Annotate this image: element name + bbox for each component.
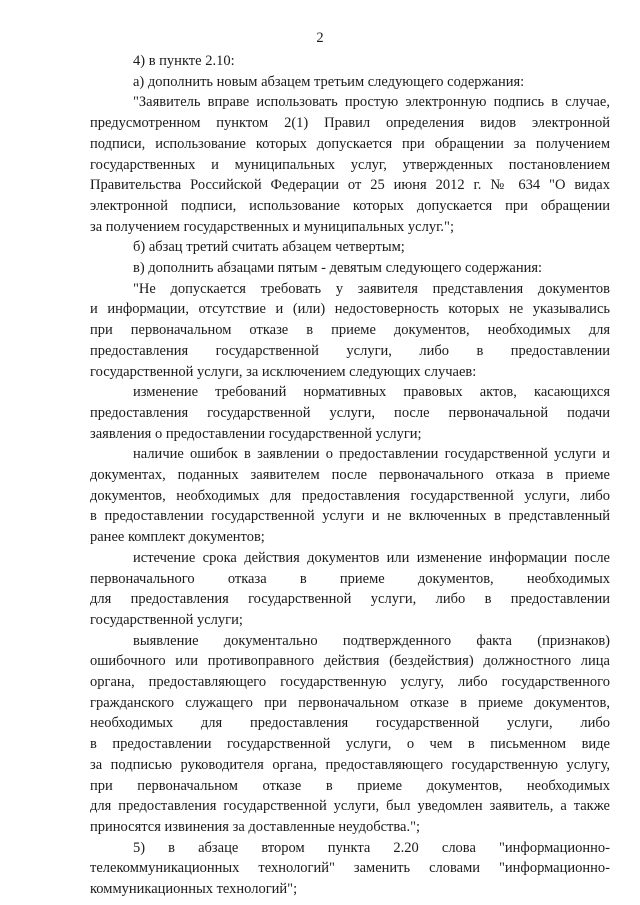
text-line: и информации, отсутствие и (или) недостоверность которых не указывались — [90, 301, 610, 317]
text-line: коммуникационных технологий"; — [90, 881, 298, 897]
text-line: "Заявитель вправе использовать простую электронную подпись в случае, — [133, 94, 610, 110]
text-line: предоставления государственной услуги, после первоначальной подачи — [90, 405, 610, 421]
text-line: 4) в пункте 2.10: — [133, 53, 235, 69]
text-line: выявление документально подтвержденного факта (признаков) — [133, 633, 610, 649]
text-line: необходимых для предоставления государственной услуги, либо — [90, 715, 610, 731]
text-line: предоставления государственной услуги, либо в предоставлении — [90, 343, 610, 359]
text-line: государственных и муниципальных услуг, утвержденных постановлением — [90, 157, 610, 173]
text-line: государственной услуги, за исключением следующих случаев: — [90, 364, 477, 380]
text-line: документов, необходимых для предоставления государственной услуги, либо — [90, 488, 610, 504]
text-line: при первоначальном отказе в приеме документов, необходимых для — [90, 322, 610, 338]
text-line: наличие ошибок в заявлении о предоставлении государственной услуги и — [133, 446, 610, 462]
text-line: заявления о предоставлении государственной услуги; — [90, 426, 422, 442]
text-line: "Не допускается требовать у заявителя представления документов — [133, 281, 610, 297]
text-line: б) абзац третий считать абзацем четвертым; — [133, 239, 405, 255]
text-line: а) дополнить новым абзацем третьим следующего содержания: — [133, 74, 525, 90]
text-line: телекоммуникационных технологий" заменить словами "информационно- — [90, 860, 610, 876]
text-line: Правительства Российской Федерации от 25 июня 2012 г. № 634 "О видах — [90, 177, 610, 193]
text-line: электронной подписи, использование которых допускается при обращении — [90, 198, 610, 214]
text-line: государственной услуги; — [90, 612, 243, 628]
text-line: приносятся извинения за доставленные неудобства."; — [90, 819, 421, 835]
text-line: органа, предоставляющего государственную услугу, либо государственного — [90, 674, 610, 690]
text-line: для предоставления государственной услуги, либо в предоставлении — [90, 591, 610, 607]
text-line: для предоставления государственной услуги, был уведомлен заявитель, а также — [90, 798, 610, 814]
text-line: документах, поданных заявителем после первоначального отказа в приеме — [90, 467, 610, 483]
text-line: в предоставлении государственной услуги и не включенных в представленный — [90, 508, 610, 524]
text-line: при первоначальном отказе в приеме документов, необходимых — [90, 778, 610, 794]
text-line: за подписью руководителя органа, предоставляющего государственную услугу, — [90, 757, 610, 773]
text-line: в предоставлении государственной услуги, о чем в письменном виде — [90, 736, 610, 752]
text-line: 5) в абзаце втором пункта 2.20 слова "информационно- — [133, 840, 610, 856]
text-line: в) дополнить абзацами пятым - девятым следующего содержания: — [133, 260, 543, 276]
text-line: ошибочного или противоправного действия (бездействия) должностного лица — [90, 653, 610, 669]
text-line: первоначального отказа в приеме документов, необходимых — [90, 571, 610, 587]
text-line: истечение срока действия документов или изменение информации после — [133, 550, 610, 566]
text-line: за получением государственных и муниципальных услуг."; — [90, 219, 454, 235]
text-line: подписи, использование которых допускается при обращении за получением — [90, 136, 610, 152]
text-line: ранее комплект документов; — [90, 529, 265, 545]
page-number: 2 — [316, 30, 324, 46]
text-line: гражданского служащего при первоначальном отказе в приеме документов, — [90, 695, 610, 711]
text-line: изменение требований нормативных правовых актов, касающихся — [133, 384, 610, 400]
text-line: предусмотренном пунктом 2(1) Правил определения видов электронной — [90, 115, 610, 131]
